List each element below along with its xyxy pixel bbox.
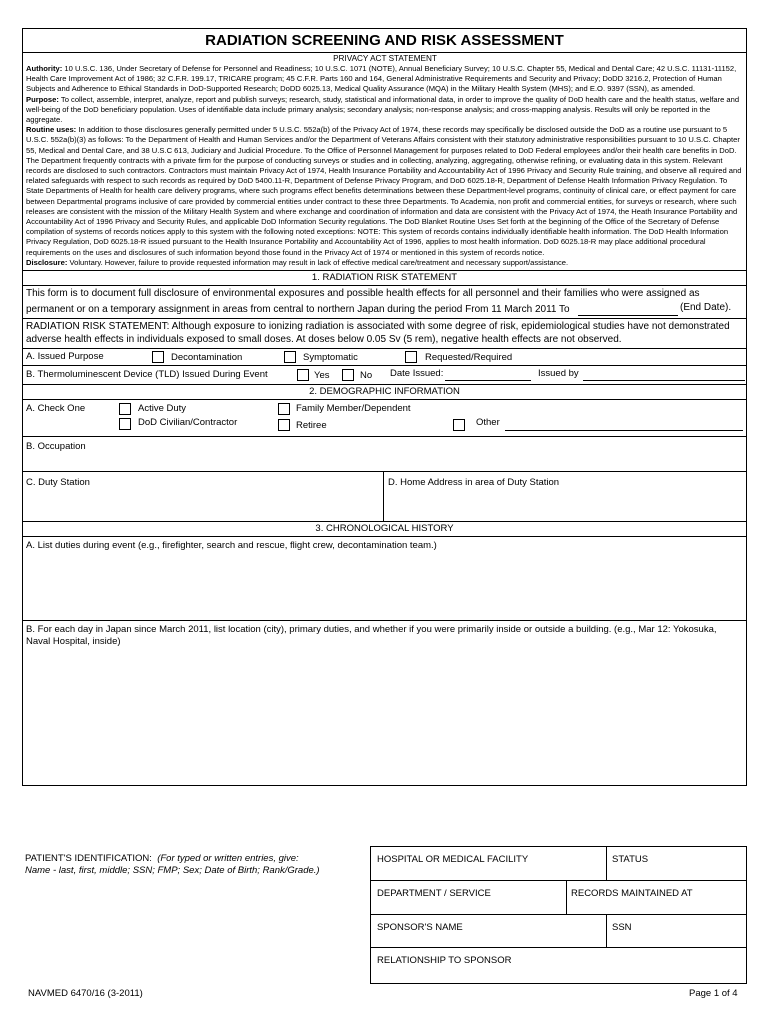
- symptomatic-label: Symptomatic: [303, 352, 358, 364]
- list-duties-label: A. List duties during event (e.g., firefighter, search and rescue, flight crew, decontamination team.): [26, 540, 437, 552]
- patient-id-label: [25, 853, 299, 864]
- form-page: [22, 28, 747, 786]
- retiree-label: Retiree: [296, 420, 327, 432]
- date-issued-label: Date Issued:: [390, 368, 444, 380]
- tld-no-checkbox[interactable]: [342, 369, 354, 381]
- facility-divider-1: [371, 880, 746, 881]
- disclosure-paragraph: [26, 258, 744, 268]
- issued-purpose-label: A. Issued Purpose: [26, 351, 104, 363]
- authority-text: 10 U.S.C. 136, Under Secretary of Defense for Personnel and Readiness; 10 U.S.C. 1071 (NOTE), Annual Beneficiary Survey; 10 U.S.C. Chapter 55, Medical and Dental Care; 42 U.S.C. 11131-11152, Health Care Improvement Act of 1986; 32 C.F.R. 199.17, TRICARE program; 45 C.F.R. Parts 160 and 164, General Administrative Requirements and Security and Privacy; DoDD 3216.2, Protection of Human Subjects and Adherence to Ethical Standards in DoD-Supported Research; DoDD 6025.13, Medical Quality Assurance (MQA) in the Military Health System (MHS); and E.O. 9397 (SSN), as amended.: [26, 64, 737, 94]
- duty-station-label[interactable]: C. Duty Station: [26, 477, 90, 489]
- other-label: Other: [476, 417, 500, 429]
- authority-label: Authority:: [26, 64, 63, 73]
- active-duty-checkbox[interactable]: [119, 403, 131, 415]
- disclosure-text: Voluntary. However, failure to provide requested information may result in lack of effective medical care/treatment and necessary support/assistance.: [69, 257, 569, 267]
- page-number: Page 1 of 4: [689, 988, 738, 999]
- section1-heading: 1. RADIATION RISK STATEMENT: [23, 271, 746, 286]
- each-day-label: B. For each day in Japan since March 2011, list location (city), primary duties, and whether if you were primarily inside or outside a building. (e.g., Mar 12: Yokosuka, Naval Hospital, inside): [26, 624, 717, 648]
- decontamination-checkbox[interactable]: [152, 351, 164, 363]
- tld-yes-checkbox[interactable]: [297, 369, 309, 381]
- occupation-row[interactable]: [23, 437, 746, 472]
- end-date-label: (End Date).: [680, 302, 732, 314]
- requested-checkbox[interactable]: [405, 351, 417, 363]
- purpose-label: Purpose:: [26, 94, 59, 104]
- department-label[interactable]: DEPARTMENT / SERVICE: [377, 888, 491, 899]
- form-title: RADIATION SCREENING AND RISK ASSESSMENT: [23, 29, 746, 53]
- routine-uses-paragraph: [26, 125, 744, 258]
- form-number: NAVMED 6470/16 (3-2011): [28, 988, 143, 999]
- privacy-act-statement: [23, 53, 746, 271]
- list-duties-row[interactable]: [23, 537, 746, 621]
- relationship-label[interactable]: RELATIONSHIP TO SPONSOR: [377, 955, 512, 966]
- date-issued-field[interactable]: [445, 380, 531, 381]
- home-address-label[interactable]: D. Home Address in area of Duty Station: [388, 477, 560, 489]
- active-duty-label: Active Duty: [138, 403, 187, 415]
- tld-label: B. Thermoluminescent Device (TLD) Issued During Event: [26, 369, 268, 381]
- requested-label: Requested/Required: [425, 352, 513, 364]
- patient-identification-area: [22, 846, 747, 986]
- issued-by-label: Issued by: [538, 368, 579, 380]
- ssn-divider: [606, 914, 607, 947]
- other-checkbox[interactable]: [453, 419, 465, 431]
- disclosure-line-2: permanent or on a temporary assignment in areas from central to northern Japan during the period From 11 March 2011 To: [26, 304, 570, 316]
- end-date-field[interactable]: [578, 315, 678, 316]
- tld-yes-label: Yes: [314, 370, 330, 382]
- status-label[interactable]: STATUS: [612, 854, 649, 865]
- duty-station-divider: [383, 472, 384, 521]
- tld-no-label: No: [360, 370, 373, 382]
- each-day-row[interactable]: [23, 621, 746, 786]
- check-one-row: [23, 400, 746, 437]
- risk-statement-row: [23, 319, 746, 349]
- patient-id-hint-2: Name - last, first, middle; SSN; FMP; Sex; Date of Birth; Rank/Grade.): [25, 865, 320, 876]
- patient-id-title: PATIENT'S IDENTIFICATION:: [25, 853, 152, 864]
- disclosure-line-1: This form is to document full disclosure of environmental exposures and possible health effects for all personnel and their families who were assigned as: [26, 288, 700, 300]
- disclosure-label: Disclosure:: [26, 257, 68, 267]
- routine-uses-text: In addition to those disclosures generally permitted under 5 U.S.C. 552a(b) of the Privacy Act of 1974, these records may specifically be disclosed outside the DoD as a routine use pursuant to 5 U.S.C. 552a(b)(3) as follows: To the Department of Health and Human Services and/or the Department of Veterans Affairs consistent with their statutory administrative responsibilities pursuant to 10 U.S.C. Chapter 55, Medical and Dental Care, and 38 U.S.C 613, Judiciary and Judicial Procedure. To the Office of Personnel Management for purposes related to DoD Federal employees and/or their health care benefits in DoD. The Department frequently contracts with a private firm for the purpose of conducting surveys or studies and in collecting, analyzing, aggregating, otherwise refining, or evaluating data in this system. Relevant records are disclosed to such contractors. Contractors must maintain Privacy Act of 1974, Health Insurance Portability and Accountability Act of 1996 Privacy and Security Rule training, and observe all required and related safeguards with respect to such records as required by DoD 5400.11-R, Department of Defense Privacy Program, and DoD 6025.18-R, Department of Defense Health Information Privacy Regulation. To State Departments of Health for health care delivery programs, where such programs effect benefits determinations between these Department-level programs, continuity of clinical care, or effect payment for care between Departmental programs inclusive of care provided by commercial entities under contract to these three Departments. To Academia, non profit and commercial entities, for surveys or research, where such releases are consistent with the mission of the Military Health System and where exchange and coordination of information and data are consistent with the Privacy Act of 1974, the Heath Insurance Portability and Accountability Act of 1996 Privacy and Security Rules, and applicable DoD Information Security regulations. The DoD Blanket Routine Uses Set forth at the beginning of the Office of the Secretary of Defense compilation of systems of records notices apply to this system with the following noted exceptions: NOTE: This system of records contains individually identifiable health information. The DoD Health Information Privacy Regulation, DoD 6025.18-R issued pursuant to the Health Insurance Portability and Accountability Act of 1996, applies to most health information. DoD 6025.18-R may place additional procedural requirements on the uses and disclosures of such information beyond those found in the Privacy Act of 1974 or mentioned in this system of records notice.: [26, 125, 742, 257]
- check-one-label: A. Check One: [26, 403, 86, 415]
- purpose-text: To collect, assemble, interpret, analyze, report and publish surveys; research, study, statistical and informational data, in order to improve the quality of DoD health care and the health status, welfare and well-being of the DoD beneficiary population. Uses of identifiable data include primary analysis; secondary analysis; non-response analysis; and cross-mapping analysis. Results will only be reported in the aggregate.: [26, 94, 740, 125]
- other-field[interactable]: [505, 430, 743, 431]
- symptomatic-checkbox[interactable]: [284, 351, 296, 363]
- dod-civilian-label: DoD Civilian/Contractor: [138, 417, 238, 429]
- dod-civilian-checkbox[interactable]: [119, 418, 131, 430]
- decontamination-label: Decontamination: [171, 352, 243, 364]
- patient-id-hint-1: (For typed or written entries, give:: [157, 853, 299, 864]
- disclosure-row: [23, 286, 746, 319]
- issued-by-field[interactable]: [583, 380, 745, 381]
- retiree-checkbox[interactable]: [278, 419, 290, 431]
- privacy-heading: PRIVACY ACT STATEMENT: [333, 54, 437, 63]
- facility-divider-2: [371, 914, 746, 915]
- authority-paragraph: [26, 64, 744, 95]
- occupation-label: B. Occupation: [26, 441, 86, 453]
- section2-heading: 2. DEMOGRAPHIC INFORMATION: [23, 385, 746, 400]
- risk-statement: RADIATION RISK STATEMENT: Although exposure to ionizing radiation is associated with some degree of risk, epidemiological studies have not demonstrated adverse health effects in individuals exposed to small doses. At doses below 0.05 Sv (5 rem), negative health effects are not observed.: [26, 321, 730, 346]
- routine-uses-label: Routine uses:: [26, 125, 77, 135]
- sponsor-name-label[interactable]: SPONSOR'S NAME: [377, 922, 463, 933]
- duty-station-row: [23, 472, 746, 522]
- issued-purpose-row: [23, 349, 746, 366]
- records-divider: [566, 880, 567, 914]
- purpose-paragraph: [26, 95, 744, 126]
- tld-row: [23, 366, 746, 385]
- section3-heading: 3. CHRONOLOGICAL HISTORY: [23, 522, 746, 537]
- family-member-label: Family Member/Dependent: [296, 403, 411, 415]
- hospital-label[interactable]: HOSPITAL OR MEDICAL FACILITY: [377, 854, 529, 865]
- status-divider: [606, 847, 607, 880]
- facility-box: [370, 846, 747, 984]
- records-label[interactable]: RECORDS MAINTAINED AT: [571, 888, 693, 899]
- ssn-label[interactable]: SSN: [612, 922, 632, 933]
- family-member-checkbox[interactable]: [278, 403, 290, 415]
- facility-divider-3: [371, 947, 746, 948]
